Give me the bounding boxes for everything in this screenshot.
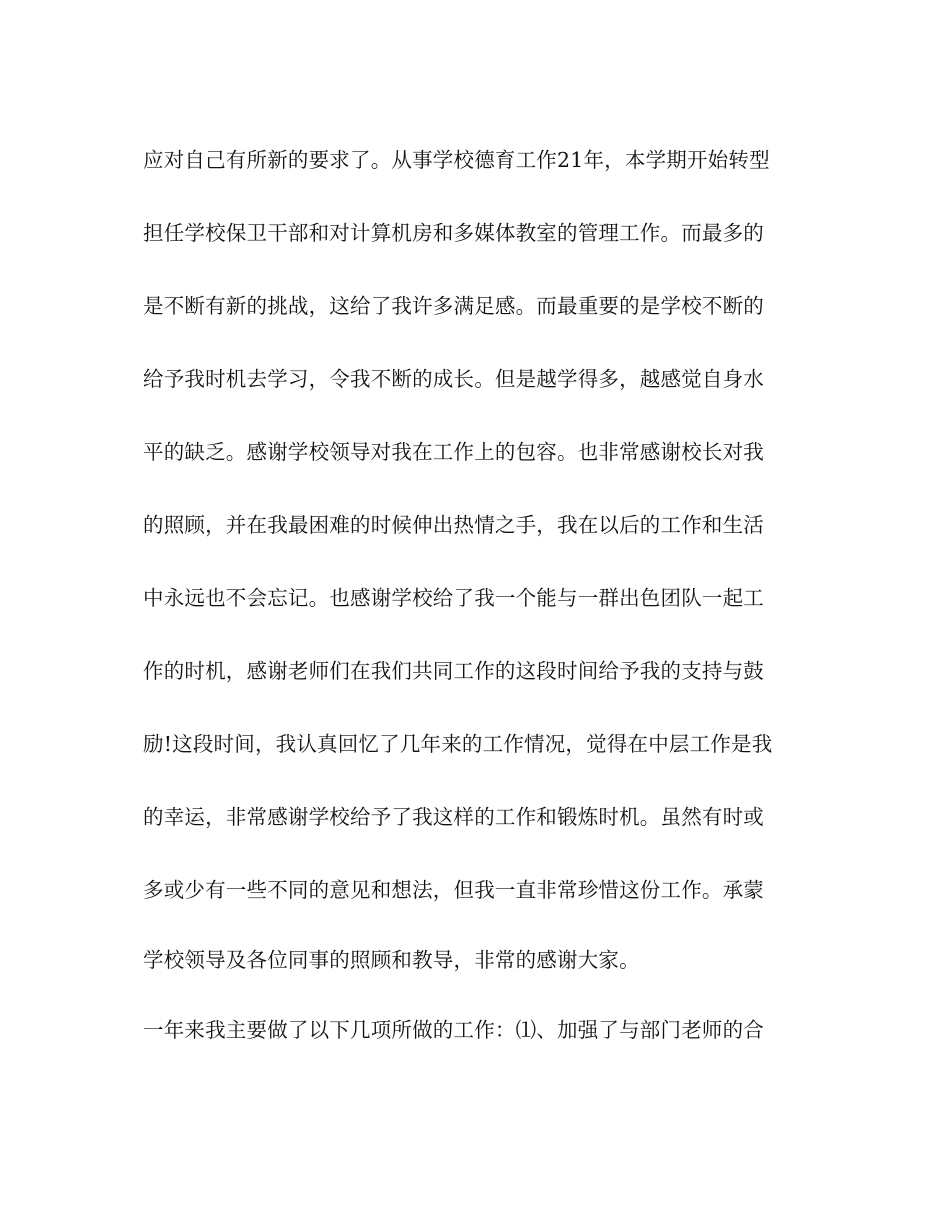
- paragraph-line: 的幸运，非常感谢学校给予了我这样的工作和锻炼时机。虽然有时或: [143, 805, 764, 829]
- paragraph-line: 学校领导及各位同事的照顾和教导，非常的感谢大家。: [143, 948, 640, 972]
- paragraph-line: 的照顾，并在我最困难的时候伸出热情之手，我在以后的工作和生活: [143, 513, 764, 537]
- paragraph-line: 一年来我主要做了以下几项所做的工作：⑴、加强了与部门老师的合: [143, 1018, 764, 1042]
- paragraph-line: 是不断有新的挑战，这给了我许多满足感。而最重要的是学校不断的: [143, 294, 764, 318]
- paragraph-line: 作的时机，感谢老师们在我们共同工作的这段时间给予我的支持与鼓: [143, 659, 764, 683]
- paragraph-line: 多或少有一些不同的意见和想法，但我一直非常珍惜这份工作。承蒙: [143, 878, 764, 902]
- paragraph-line: 应对自己有所新的要求了。从事学校德育工作21年，本学期开始转型: [143, 148, 770, 172]
- paragraph-line: 担任学校保卫干部和对计算机房和多媒体教室的管理工作。而最多的: [143, 221, 764, 245]
- paragraph-line: 平的缺乏。感谢学校领导对我在工作上的包容。也非常感谢校长对我: [143, 440, 764, 464]
- paragraph-line: 给予我时机去学习，令我不断的成长。但是越学得多，越感觉自身水: [143, 367, 764, 391]
- paragraph-line: 励!这段时间，我认真回忆了几年来的工作情况，觉得在中层工作是我: [143, 732, 773, 756]
- paragraph-line: 中永远也不会忘记。也感谢学校给了我一个能与一群出色团队一起工: [143, 586, 764, 610]
